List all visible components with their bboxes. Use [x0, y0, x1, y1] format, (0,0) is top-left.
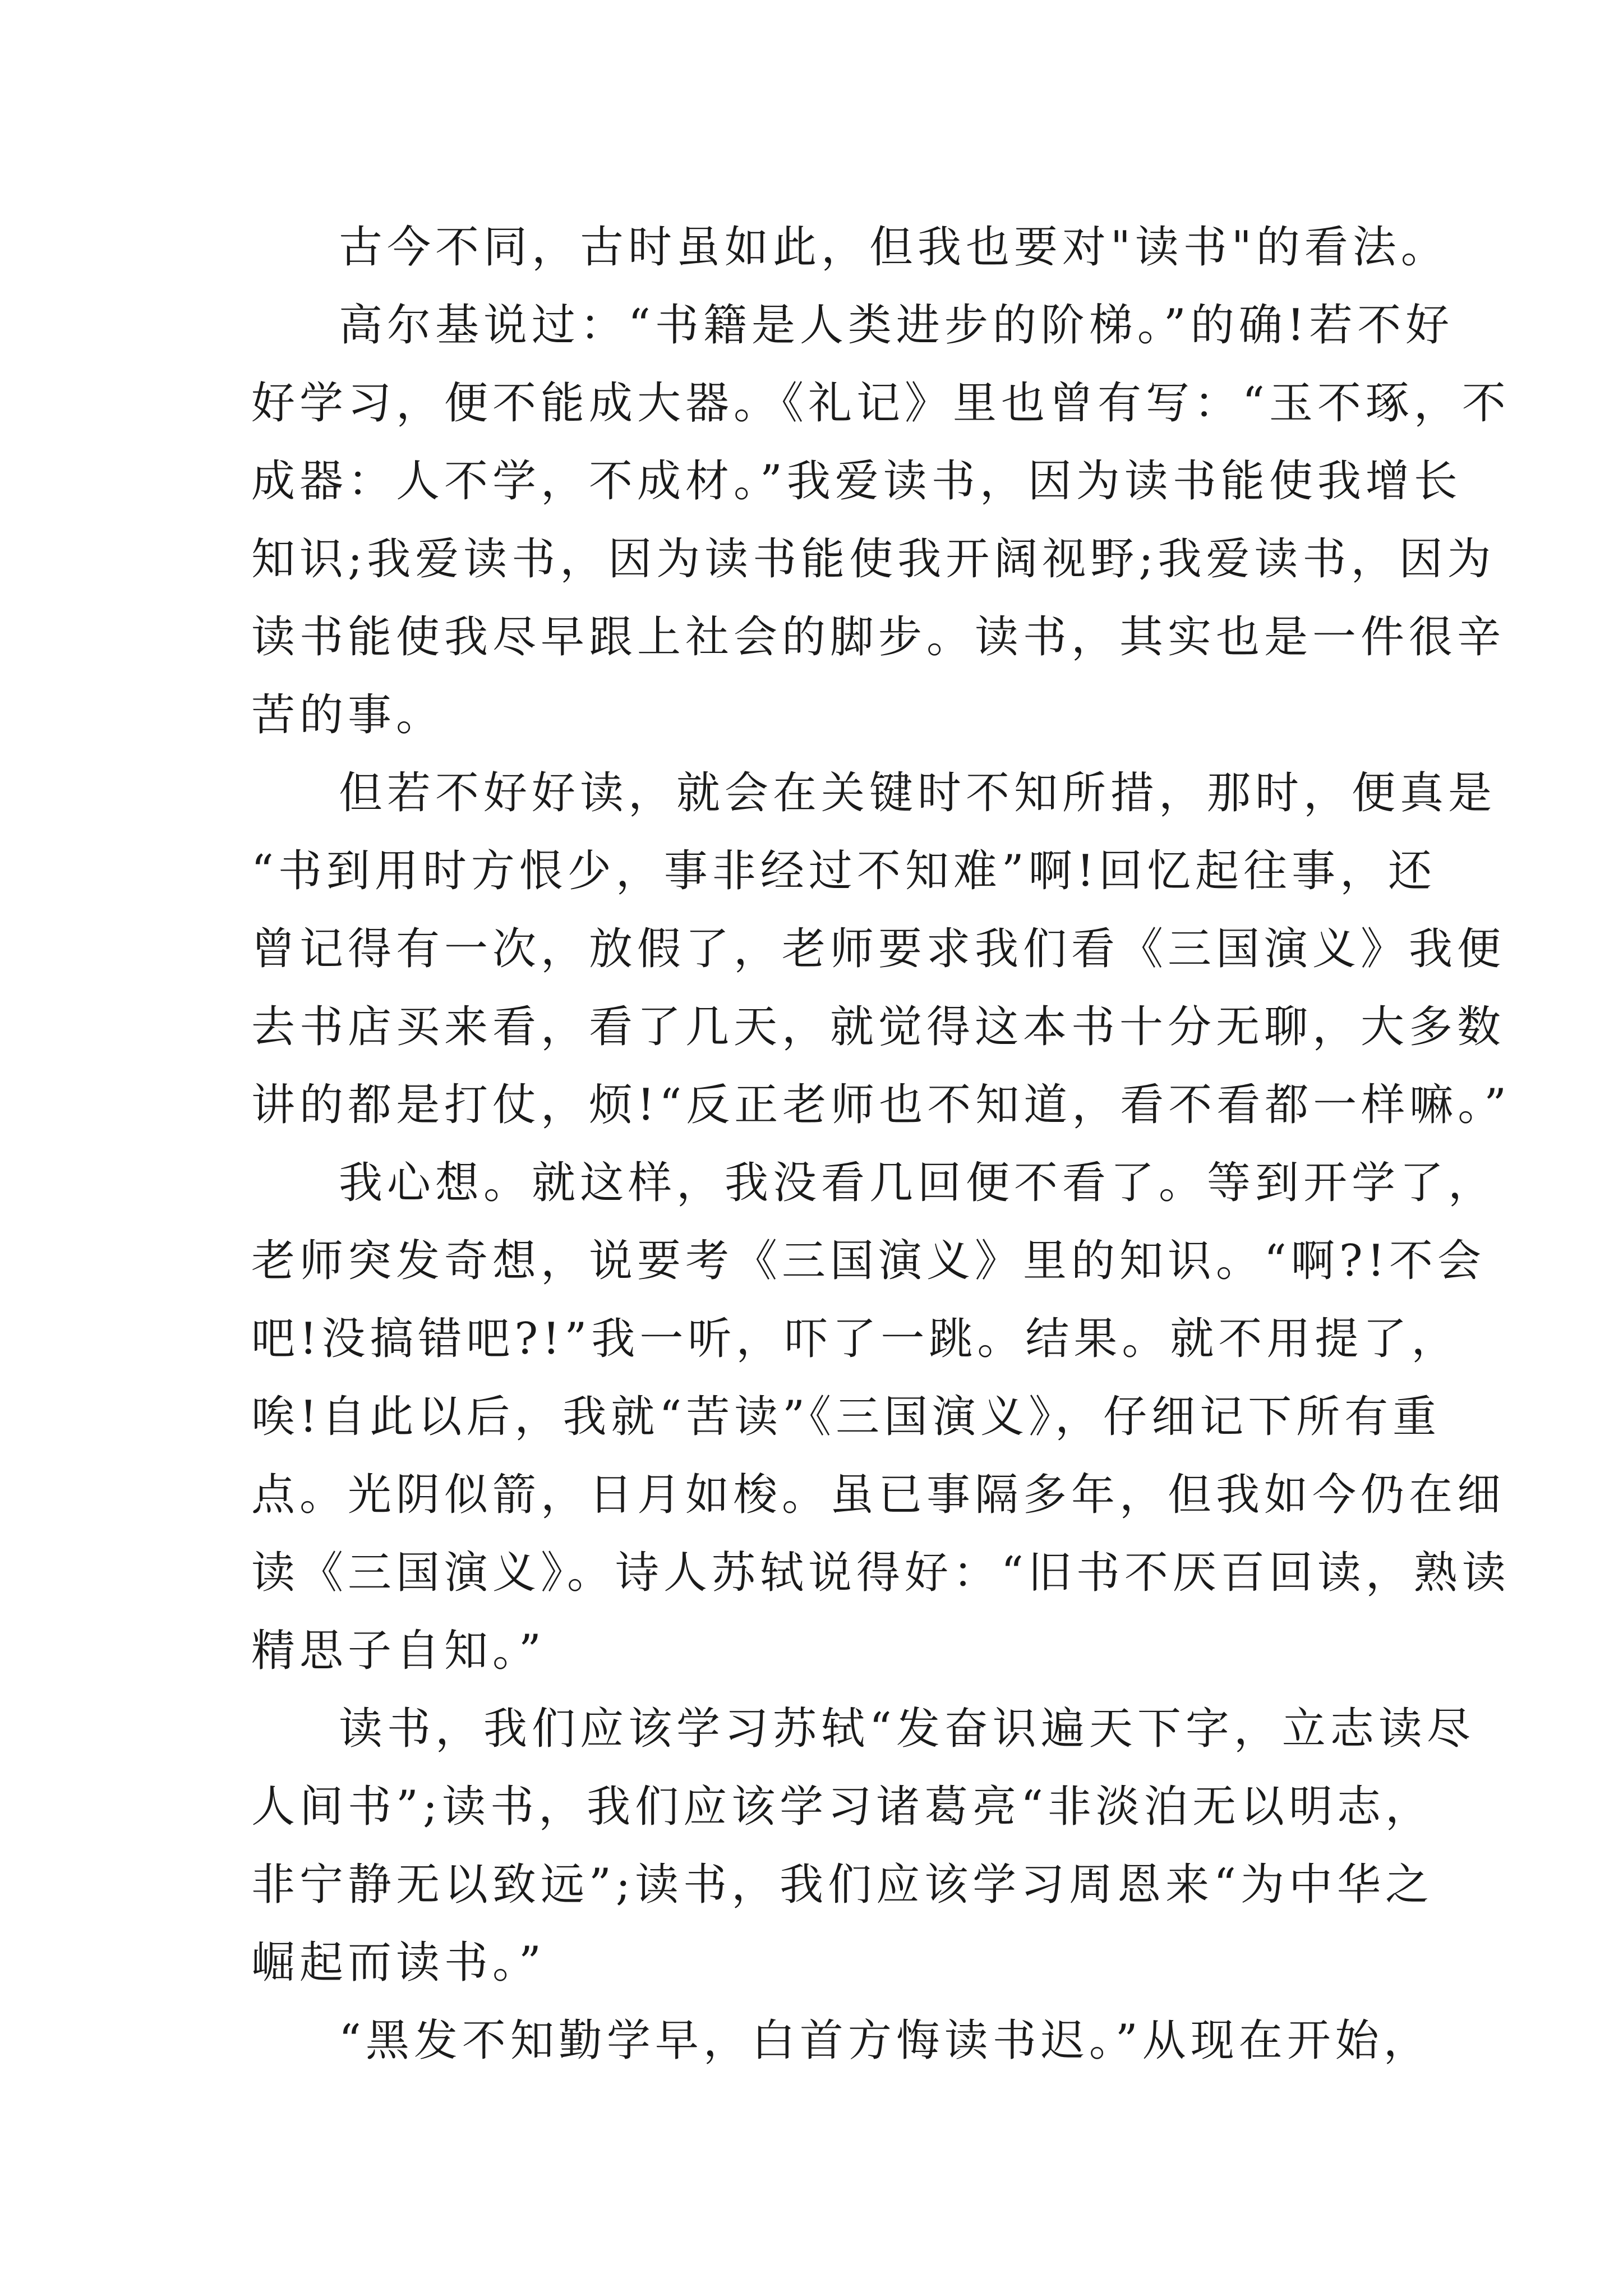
- text-line: 好学习，便不能成大器。《礼记》里也曾有写：“玉不琢，不: [251, 378, 1510, 429]
- text-line: 崛起而读书。”: [251, 1938, 546, 1988]
- text-line: 知识;我爱读书，因为读书能使我开阔视野;我爱读书，因为: [251, 534, 1496, 585]
- text-line: 讲的都是打仗，烦!“反正老师也不知道，看不看都一样嘛。”: [251, 1080, 1511, 1130]
- text-line: 古今不同，古时虽如此，但我也要对"读书"的看法。: [339, 222, 1449, 273]
- text-line: 曾记得有一次，放假了，老师要求我们看《三国演义》我便: [251, 924, 1506, 974]
- text-line: “黑发不知勤学早，白首方悔读书迟。”从现在开始，: [339, 2016, 1432, 2066]
- text-line: 读《三国演义》。诗人苏轼说得好：“旧书不厌百回读，熟读: [251, 1548, 1510, 1598]
- text-line: 点。光阴似箭，日月如梭。虽已事隔多年，但我如今仍在细: [251, 1470, 1506, 1520]
- text-line: 苦的事。: [251, 690, 445, 740]
- body-text: [251, 209, 1511, 2080]
- text-line: 但若不好好读，就会在关键时不知所措，那时，便真是: [339, 768, 1497, 818]
- text-line: 人间书”;读书，我们应该学习诸葛亮“非淡泊无以明志，: [251, 1782, 1434, 1832]
- text-line: 成器：人不学，不成材。”我爱读书，因为读书能使我增长: [251, 456, 1462, 507]
- text-line: “书到用时方恨少，事非经过不知难”啊!回忆起往事，还: [251, 846, 1437, 896]
- text-line: 非宁静无以致远”;读书，我们应该学习周恩来“为中华之: [251, 1860, 1434, 1910]
- text-line: 老师突发奇想，说要考《三国演义》里的知识。“啊?!不会: [251, 1236, 1486, 1286]
- text-line: 我心想。就这样，我没看几回便不看了。等到开学了，: [339, 1158, 1497, 1208]
- text-line: 精思子自知。”: [251, 1626, 546, 1676]
- text-line: 读书能使我尽早跟上社会的脚步。读书，其实也是一件很辛: [251, 612, 1506, 662]
- text-line: 去书店买来看，看了几天，就觉得这本书十分无聊，大多数: [251, 1002, 1506, 1052]
- text-line: 高尔基说过：“书籍是人类进步的阶梯。”的确!若不好: [339, 300, 1454, 351]
- text-line: 唉!自此以后，我就“苦读”《三国演义》，仔细记下所有重: [251, 1392, 1441, 1442]
- text-line: 读书，我们应该学习苏轼“发奋识遍天下字，立志读尽: [339, 1704, 1475, 1754]
- text-line: 吧!没搞错吧?!”我一听，吓了一跳。结果。就不用提了，: [251, 1314, 1460, 1364]
